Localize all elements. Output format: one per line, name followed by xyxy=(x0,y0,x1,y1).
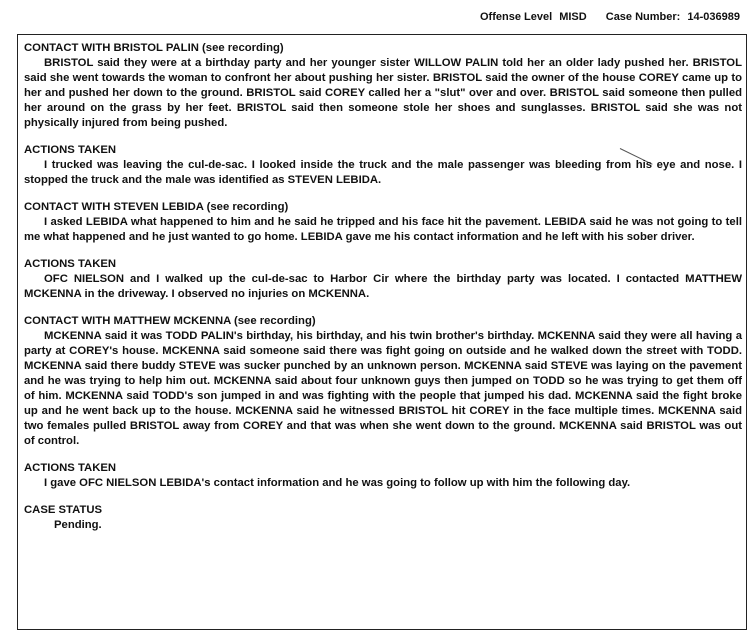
section-text: MCKENNA said it was TODD PALIN's birthday, his birthday, and his twin brother's birthday. MCKENNA said they were all having a party at COREY's house. MCKENNA said someone said there was fight going on outside and he walked down the street with TODD. MCKENNA said there buddy STEVE was sucker punched by an unknown person. MCKENNA said STEVE was laying on the pavement and he was trying to help him out. MCKENNA said about four unknown guys then jumped on TODD so he was trying to get them off of him. MCKENNA said TODD's son jumped in and was fighting with the people that jumped his dad. MCKENNA said the fight broke up and he went back up to the house. MCKENNA said he witnessed BRISTOL hit COREY in the face multiple times. MCKENNA said two females pulled BRISTOL away from COREY and that was when she went down to the ground. MCKENNA said BRISTOL was out of control. xyxy=(24,330,742,447)
section-text: BRISTOL said they were at a birthday party and her younger sister WILLOW PALIN told her an older lady pushed her. BRISTOL said she went towards the woman to confront her about pushing her sister. BRISTOL said the owner of the house COREY came up to her and pushed her down to the ground. BRISTOL said COREY called her a "slut" over and over. BRISTOL said someone then pulled her around on the grass by her feet. BRISTOL said then someone stole her shoes and sunglasses. BRISTOL said she was not physically injured from being pushed. xyxy=(24,57,742,129)
section-title: ACTIONS TAKEN xyxy=(24,462,117,474)
case-status-value: Pending. xyxy=(54,519,102,531)
section-title: ACTIONS TAKEN xyxy=(24,258,117,270)
report-header xyxy=(476,11,740,23)
section-text: I gave OFC NIELSON LEBIDA's contact information and he was going to follow up with him the following day. xyxy=(44,477,631,489)
case-number-value: 14-036989 xyxy=(687,11,740,23)
section-case-status xyxy=(24,503,742,533)
section-text: I asked LEBIDA what happened to him and he said he tripped and his face hit the pavement. LEBIDA said he was not going to tell me what happened and he just wanted to go home. LEBIDA gave me his contact information and he left with his sober driver. xyxy=(24,216,742,243)
case-number-label: Case Number: xyxy=(605,11,681,23)
section-title: CONTACT WITH STEVEN LEBIDA (see recording) xyxy=(24,201,289,213)
section-actions-taken-1 xyxy=(24,143,742,188)
section-text: OFC NIELSON and I walked up the cul-de-sac to Harbor Cir where the birthday party was located. I contacted MATTHEW MCKENNA in the driveway. I observed no injuries on MCKENNA. xyxy=(24,273,742,300)
section-title: CONTACT WITH BRISTOL PALIN (see recording) xyxy=(24,42,284,54)
section-actions-taken-3 xyxy=(24,461,742,491)
section-contact-lebida xyxy=(24,200,742,245)
section-contact-bristol xyxy=(24,41,742,131)
section-text: I trucked was leaving the cul-de-sac. I looked inside the truck and the male passenger was bleeding from his eye and nose. I stopped the truck and the male was identified as STEVEN LEBIDA. xyxy=(24,159,742,186)
section-title: CONTACT WITH MATTHEW MCKENNA (see recording) xyxy=(24,315,316,327)
section-actions-taken-2 xyxy=(24,257,742,302)
section-title: ACTIONS TAKEN xyxy=(24,144,117,156)
offense-level-value: MISD xyxy=(559,11,587,23)
report-body xyxy=(24,41,742,545)
section-contact-mckenna xyxy=(24,314,742,449)
section-title: CASE STATUS xyxy=(24,504,103,516)
offense-level-label: Offense Level xyxy=(479,11,553,23)
